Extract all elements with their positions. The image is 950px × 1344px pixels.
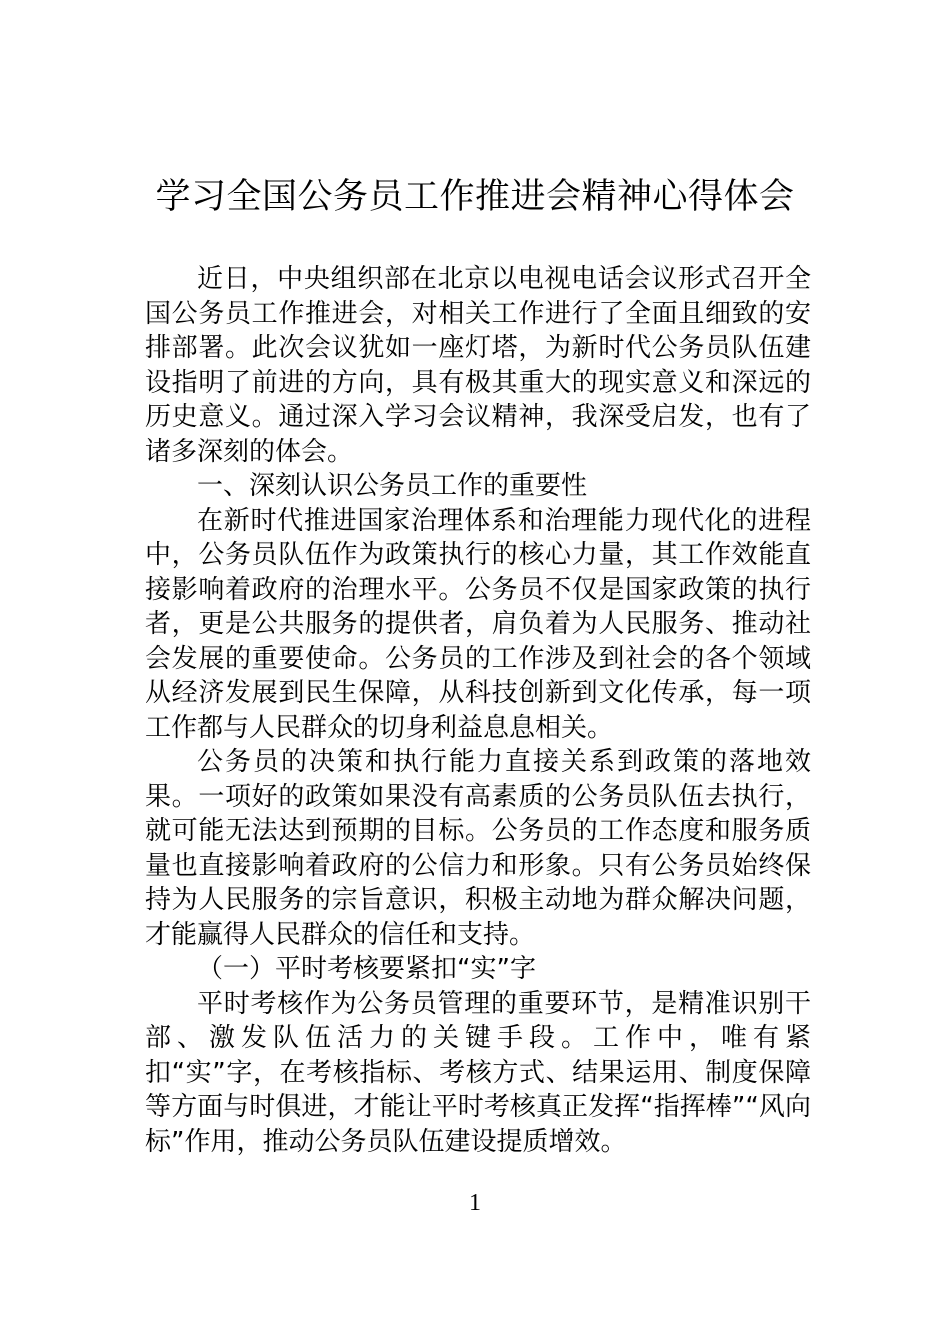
paragraph-importance: 在新时代推进国家治理体系和治理能力现代化的进程中，公务员队伍作为政策执行的核心力量，其工作效能直接影响着政府的治理水平。公务员不仅是国家政策的执行者，更是公共服务的提供者，肩负着为人民服务、推动社会发展的重要使命。公务员的工作涉及到社会的各个领域从经济发展到民生保障，从科技创新到文化传承，每一项工作都与人民群众的切身利益息息相关。 <box>145 505 811 743</box>
subsection-heading-1: （一）平时考核要紧扣“实”字 <box>197 954 536 984</box>
paragraph-intro: 近日，中央组织部在北京以电视电话会议形式召开全国公务员工作推进会，对相关工作进行了全面且细致的安排部署。此次会议犹如一座灯塔，为新时代公务员队伍建设指明了前进的方向，具有极其重大的现实意义和深远的历史意义。通过深入学习会议精神，我深受启发，也有了诸多深刻的体会。 <box>145 264 811 467</box>
paragraph-assessment: 平时考核作为公务员管理的重要环节，是精准识别干部、激发队伍活力的关键手段。工作中，唯有紧扣“实”字，在考核指标、考核方式、结果运用、制度保障等方面与时俱进，才能让平时考核真正发挥“指挥棒”“风向标”作用，推动公务员队伍建设提质增效。 <box>145 988 811 1157</box>
page-number: 1 <box>469 1190 481 1216</box>
document-title: 学习全国公务员工作推进会精神心得体会 <box>155 177 795 217</box>
paragraph-decision: 公务员的决策和执行能力直接关系到政策的落地效果。一项好的政策如果没有高素质的公务员队伍去执行，就可能无法达到预期的目标。公务员的工作态度和服务质量也直接影响着政府的公信力和形象。只有公务员始终保持为人民服务的宗旨意识，积极主动地为群众解决问题，才能赢得人民群众的信任和支持。 <box>145 747 811 950</box>
section-heading-1: 一、深刻认识公务员工作的重要性 <box>197 471 588 501</box>
document-body <box>145 262 811 1159</box>
